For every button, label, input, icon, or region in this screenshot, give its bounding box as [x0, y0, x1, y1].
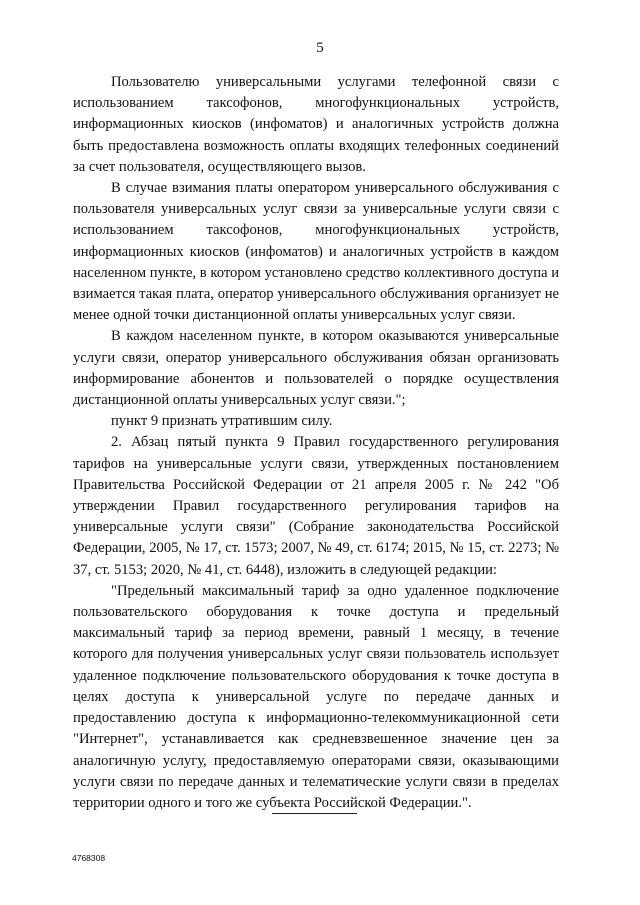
document-code: 4768308	[72, 853, 106, 863]
paragraph-incoming-calls: Пользователю универсальными услугами телефонной связи с использованием таксофонов, многофункциональных устройств, информационных киосков (инфоматов) и аналогичных устройств должна быть предоставлена возможность оплаты входящих телефонных соединений за счет пользователя, осуществляющего вызов.	[73, 74, 559, 175]
paragraph-informing-subscribers: В каждом населенном пункте, в котором оказываются универсальные услуги связи, оператор универсального обслуживания обязан организовать информирование абонентов и пользователей о порядке осуществления дистанционной оплаты универсальных услуг связи.";	[73, 328, 559, 409]
paragraph-max-tariff: "Предельный максимальный тариф за одно удаленное подключение пользовательского оборудования к точке доступа и предельный максимальный тариф за период времени, равный 1 месяцу, в течение которого для получения универсальных услуг связи пользователь использует удаленное подключение пользовательского оборудования к точке доступа в целях доступа к универсальной услуге по передаче данных и предоставлению доступа к информационно-телекоммуникационной сети "Интернет", устанавливается как средневзвешенное значение цен за аналогичную услугу, предоставляемую операторами связи, оказывающими услуги связи по передаче данных и телематические услуги связи в пределах территории одного и того же субъекта Российской Федерации.".	[73, 582, 559, 811]
paragraph-item-9-void: пункт 9 признать утратившим силу.	[111, 413, 333, 430]
paragraph-payment-fee: В случае взимания платы оператором универсального обслуживания с пользователя универсальных услуг связи за универсальные услуги связи с использованием таксофонов, многофункциональных устройств, информационных киосков (инфоматов) и аналогичных устройств в каждом населенном пункте, в котором установлено средство коллективного доступа и взимается такая плата, оператор универсального обслуживания организует не менее одной точки дистанционной оплаты универсальных услуг связи.	[73, 180, 559, 324]
paragraph-amendment-2: 2. Абзац пятый пункта 9 Правил государственного регулирования тарифов на универсальные услуги связи, утвержденных постановлением Правительства Российской Федерации от 21 апреля 2005 г. № 242 "Об утверждении Правил государственного регулирования тарифов на универсальные услуги связи" (Собрание законодательства Российской Федерации, 2005, № 17, ст. 1573; 2007, № 49, ст. 6174; 2015, № 15, ст. 2273; № 37, ст. 5153; 2020, № 41, ст. 6448), изложить в следующей редакции:	[73, 434, 559, 578]
end-divider	[272, 813, 357, 814]
document-body	[73, 72, 559, 814]
page-number: 5	[316, 40, 324, 56]
